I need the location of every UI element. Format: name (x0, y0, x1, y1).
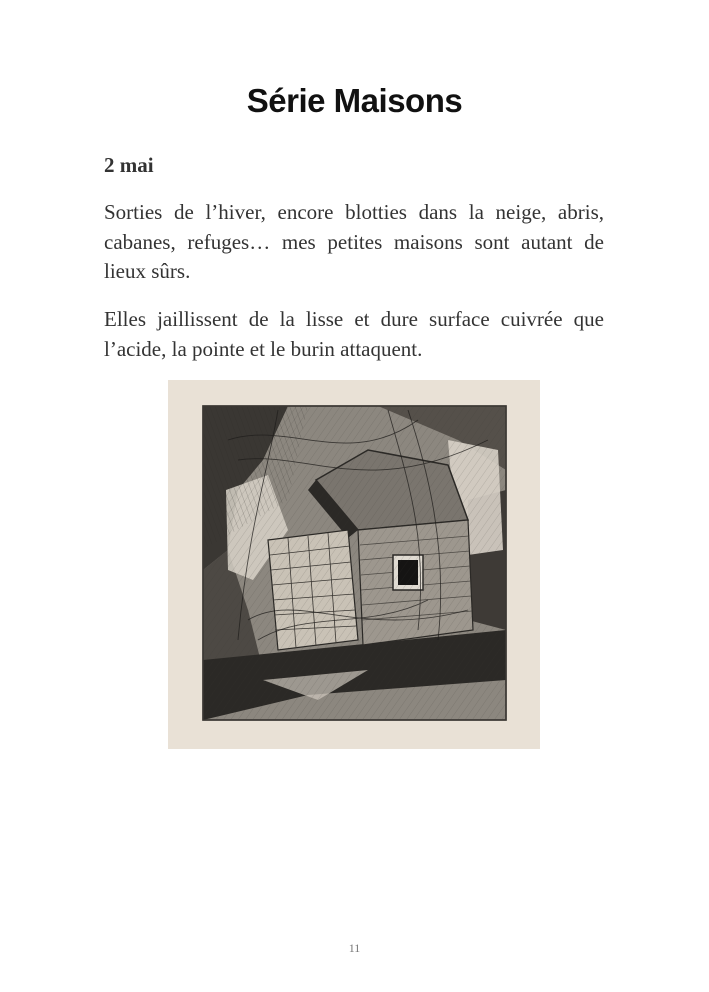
entry-date: 2 mai (104, 153, 154, 177)
etching-artwork-image (168, 380, 540, 749)
etching-house-picture (168, 380, 540, 749)
page-title: Série Maisons (246, 82, 463, 119)
page-number: 11 (348, 941, 361, 955)
paragraph-1: Sorties de l’hiver, encore blotties dans la neige, abris, cabanes, refuges… mes petites maisons sont autant de lieux sûrs. (104, 200, 604, 283)
paragraph-2: Elles jaillissent de la lisse et dure surface cuivrée que l’acide, la pointe et le burin attaquent. (104, 307, 604, 361)
